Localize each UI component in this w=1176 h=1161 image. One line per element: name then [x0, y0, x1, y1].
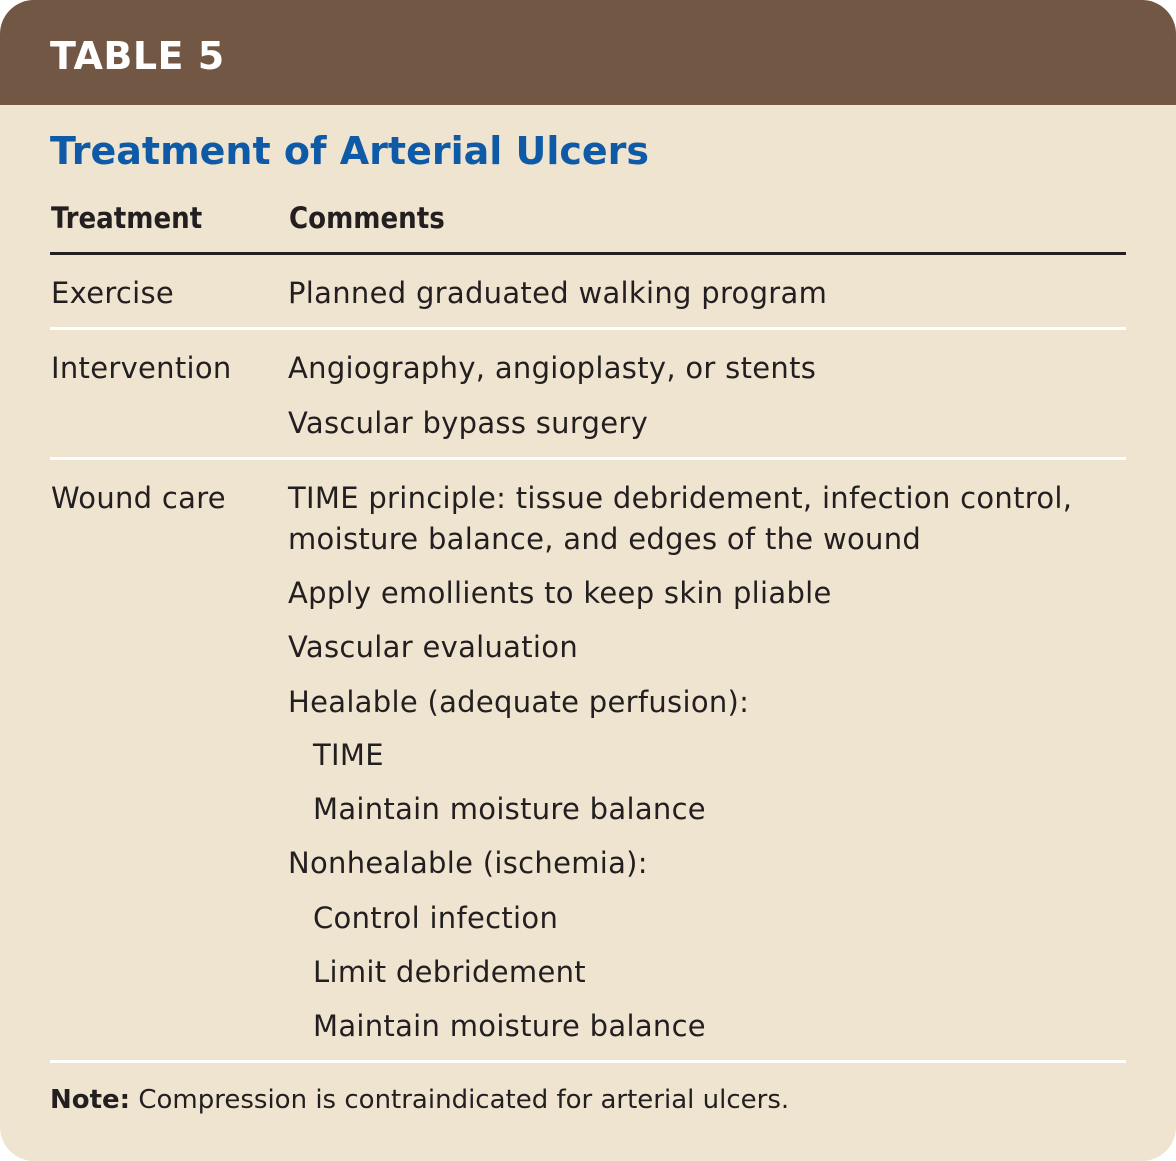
row-comment: moisture balance, and edges of the wound — [288, 522, 922, 556]
row-comment: Vascular bypass surgery — [288, 406, 649, 440]
table-title: Treatment of Arterial Ulcers — [50, 129, 650, 173]
row-comment: Angiography, angioplasty, or stents — [288, 351, 817, 385]
row-treatment-intervention: Intervention — [51, 351, 232, 385]
row-comment: Apply emollients to keep skin pliable — [288, 576, 832, 610]
row-divider — [50, 457, 1126, 460]
row-comment-subheading: Nonhealable (ischemia): — [288, 846, 648, 880]
row-comment-subitem: Control infection — [313, 901, 559, 935]
row-comment-subitem: Maintain moisture balance — [313, 1009, 706, 1043]
column-header-treatment: Treatment — [51, 201, 203, 235]
row-treatment-exercise: Exercise — [51, 276, 175, 310]
table-banner — [0, 0, 1176, 105]
row-treatment-wound-care: Wound care — [51, 481, 226, 515]
column-header-comments: Comments — [289, 201, 445, 235]
row-comment: Vascular evaluation — [288, 630, 578, 664]
row-comment-subheading: Healable (adequate perfusion): — [288, 685, 750, 719]
table-bottom-rule — [50, 1060, 1126, 1063]
row-comment-subitem: Maintain moisture balance — [313, 792, 706, 826]
note-label: Note: — [50, 1085, 131, 1115]
row-comment: TIME principle: tissue debridement, infection control, — [288, 481, 1073, 515]
row-comment-subitem: TIME — [313, 738, 384, 772]
row-comment: Planned graduated walking program — [288, 276, 828, 310]
table-number: TABLE 5 — [50, 34, 225, 78]
row-divider — [50, 327, 1126, 330]
table-note — [50, 1080, 789, 1120]
header-rule — [50, 252, 1126, 255]
row-comment-subitem: Limit debridement — [313, 955, 586, 989]
note-text: Compression is contraindicated for arterial ulcers. — [130, 1085, 790, 1115]
